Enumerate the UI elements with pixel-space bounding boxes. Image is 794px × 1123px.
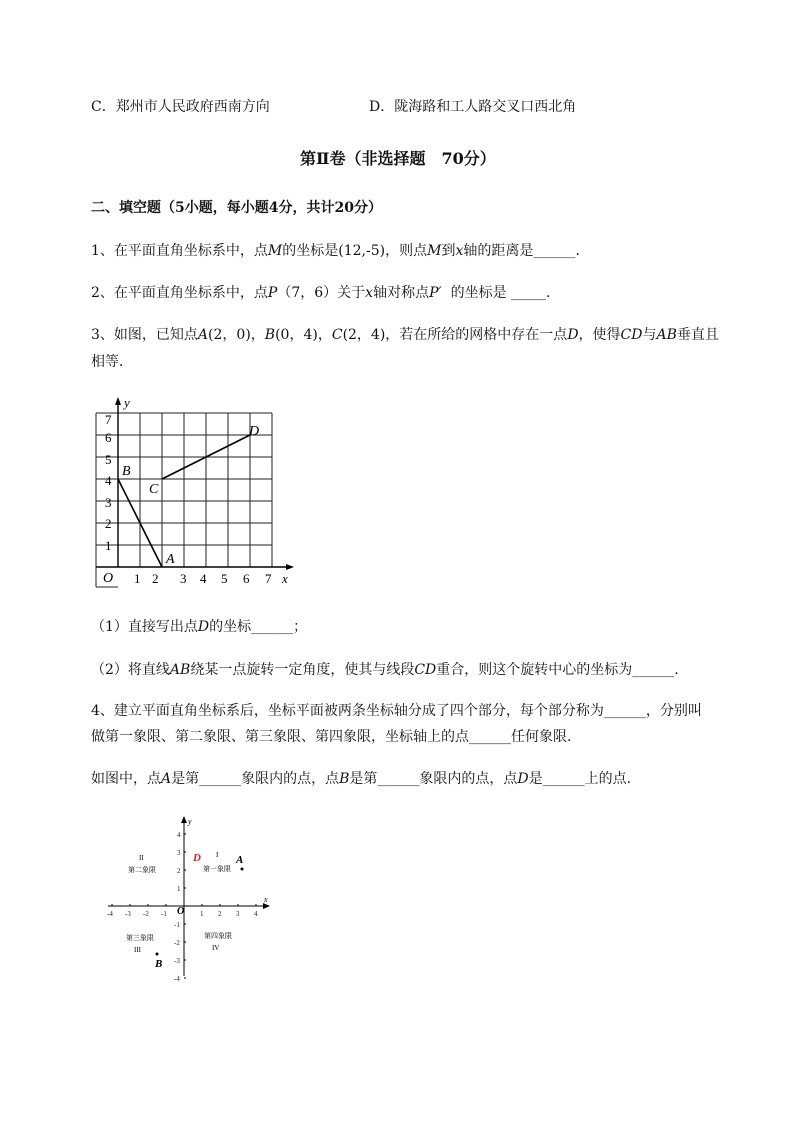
- grid-y-label: y: [124, 395, 130, 410]
- question-1: [91, 241, 580, 261]
- q4-text-d: 是______上的点.: [528, 771, 632, 787]
- q3-sub2-text-c: 重合，则这个旋转中心的坐标为______.: [436, 662, 679, 678]
- q-y-tick: -2: [174, 939, 180, 947]
- grid-point-c: C: [149, 482, 159, 497]
- q-point-a: A: [236, 854, 244, 866]
- q3-sub2-seg-cd: CD: [414, 662, 437, 678]
- grid-x-tick: 5: [221, 571, 228, 586]
- grid-y-tick: 6: [105, 430, 112, 445]
- q3-point-c: C: [331, 327, 343, 343]
- q-x-tick: -3: [125, 910, 131, 918]
- q2-roman: II: [139, 854, 144, 862]
- q1-point-m: M: [267, 243, 283, 259]
- grid-x-tick: 6: [243, 571, 250, 586]
- q-x-tick: 4: [254, 910, 258, 918]
- grid-origin: O: [103, 571, 114, 586]
- question-4-line-3: [91, 769, 631, 789]
- q-y-arrow: [181, 816, 187, 823]
- q4-roman: IV: [212, 944, 220, 952]
- q-x-tick: -4: [107, 910, 113, 918]
- grid-figure: [94, 393, 304, 593]
- question-4-line-1: 4、建立平面直角坐标系后，坐标平面被两条坐标轴分成了四个部分，每个部分称为______，分别叫: [91, 703, 702, 719]
- q3-text-d: (2，4)，若在所给的网格中存在一点: [342, 327, 568, 343]
- q-y-tick: 3: [177, 849, 181, 857]
- q1-text-1: 1、在平面直角坐标系中，点: [91, 243, 268, 259]
- q2-name: 第二象限: [128, 866, 156, 874]
- question-2: [91, 283, 551, 303]
- q3-sub1-text-a: （1）直接写出点: [91, 619, 198, 635]
- q-x-label: x: [264, 895, 268, 904]
- question-3-sub-1: [91, 617, 307, 637]
- grid-point-a: A: [166, 552, 175, 567]
- q2-text-1: 2、在平面直角坐标系中，点: [91, 285, 268, 301]
- q3-sub2-seg-ab: AB: [169, 662, 191, 678]
- grid-x-label: x: [282, 571, 288, 586]
- grid-y-tick: 2: [105, 516, 112, 531]
- q-y-tick: 4: [177, 831, 181, 839]
- question-3-line-2: 相等．: [91, 354, 133, 370]
- q3-sub2-text-a: （2）将直线: [91, 662, 170, 678]
- grid-y-tick: 3: [105, 495, 112, 510]
- q3-point-b: B: [264, 327, 276, 343]
- q-point-b-dot: [156, 953, 159, 956]
- q3-point-d: D: [567, 327, 579, 343]
- q3-sub1-point-d: D: [197, 619, 210, 635]
- grid-x-tick: 7: [265, 571, 272, 586]
- q-origin: O: [177, 906, 185, 917]
- grid-y-tick: 1: [105, 538, 112, 553]
- q4-point-b: B: [339, 771, 350, 787]
- q-y-tick: 2: [177, 867, 181, 875]
- q1-point-m2: M: [427, 243, 442, 259]
- q-x-tick: 3: [236, 910, 240, 918]
- grid-y-tick: 4: [105, 473, 112, 488]
- question-3-line-1: [91, 325, 719, 345]
- q3-text-f: 与: [642, 327, 657, 343]
- q4-text-c: 是第______象限内的点，点: [349, 771, 518, 787]
- q1-text-2: 的坐标是(12,-5)，则点: [282, 243, 428, 259]
- q-x-tick: -2: [143, 910, 149, 918]
- q2-point-pprime: P′: [429, 285, 442, 301]
- q3-seg-ab: AB: [656, 327, 677, 343]
- q1-text-3: 到: [441, 243, 456, 259]
- q3-name: 第三象限: [126, 934, 154, 942]
- q4-name: 第四象限: [204, 932, 232, 940]
- option-c: C．郑州市人民政府西南方向: [91, 99, 270, 115]
- q2-text-3: 轴对称点: [373, 285, 430, 301]
- q2-x: x: [365, 285, 374, 301]
- y-axis-arrow: [115, 397, 121, 405]
- grid-point-d: D: [249, 424, 260, 439]
- grid-point-b: B: [122, 464, 131, 479]
- q3-sub1-text-b: 的坐标______；: [209, 619, 308, 635]
- q-point-b: B: [155, 958, 163, 970]
- question-4-line-2: 做第一象限、第二象限、第三象限、第四象限，坐标轴上的点______任何象限.: [91, 729, 572, 745]
- q-x-tick: 1: [200, 910, 204, 918]
- q2-text-2: （7，6）关于: [277, 285, 366, 301]
- q-y-tick: -4: [174, 975, 180, 983]
- x-axis-arrow: [286, 564, 294, 570]
- q-y-tick: -1: [174, 921, 180, 929]
- q4-point-d: D: [517, 771, 529, 787]
- q3-text-g: 垂直且: [676, 327, 719, 343]
- q-y-tick: -3: [174, 957, 180, 965]
- q4-text-a: 如图中，点: [91, 771, 161, 787]
- q-point-d: D: [193, 852, 201, 864]
- option-d: D．陇海路和工人路交叉口西北角: [369, 99, 577, 115]
- q3-text-b: (2，0)，: [208, 327, 265, 343]
- grid-x-tick: 2: [152, 571, 159, 586]
- q3-text-a: 3、如图，已知点: [91, 327, 198, 343]
- grid-y-tick: 5: [105, 452, 112, 467]
- q2-text-4: 的坐标是 _____.: [450, 285, 551, 301]
- grid-x-tick: 3: [180, 571, 187, 586]
- q3-point-a: A: [197, 327, 209, 343]
- q-y-label: y: [188, 817, 192, 826]
- q-x-tick: -1: [161, 910, 167, 918]
- q3-roman: III: [134, 946, 141, 954]
- question-3-sub-2: [91, 660, 679, 680]
- q3-seg-cd: CD: [620, 327, 643, 343]
- q3-text-c: (0，4)，: [275, 327, 332, 343]
- grid-x-tick: 4: [200, 571, 207, 586]
- part-heading: 二、填空题（5小题，每小题4分，共计20分）: [91, 200, 382, 216]
- q4-point-a: A: [161, 771, 172, 787]
- q3-sub2-text-b: 绕某一点旋转一定角度，使其与线段: [190, 662, 415, 678]
- q-x-tick: 2: [218, 910, 222, 918]
- section-title: 第Ⅱ卷（非选择题 70分）: [300, 149, 496, 168]
- quadrant-figure: [104, 814, 274, 984]
- q1-text-4: 轴的距离是______.: [463, 243, 580, 259]
- q2-point-p: P: [267, 285, 278, 301]
- grid-x-tick: 1: [134, 571, 141, 586]
- q3-text-e: ，使得: [578, 327, 621, 343]
- q1-name: 第一象限: [203, 865, 231, 873]
- q-y-tick: 1: [177, 885, 181, 893]
- q1-roman: I: [216, 851, 219, 859]
- q4-text-b: 是第______象限内的点，点: [171, 771, 340, 787]
- grid-y-tick: 7: [105, 412, 112, 427]
- q-point-a-dot: [241, 868, 244, 871]
- q1-x: x: [455, 243, 464, 259]
